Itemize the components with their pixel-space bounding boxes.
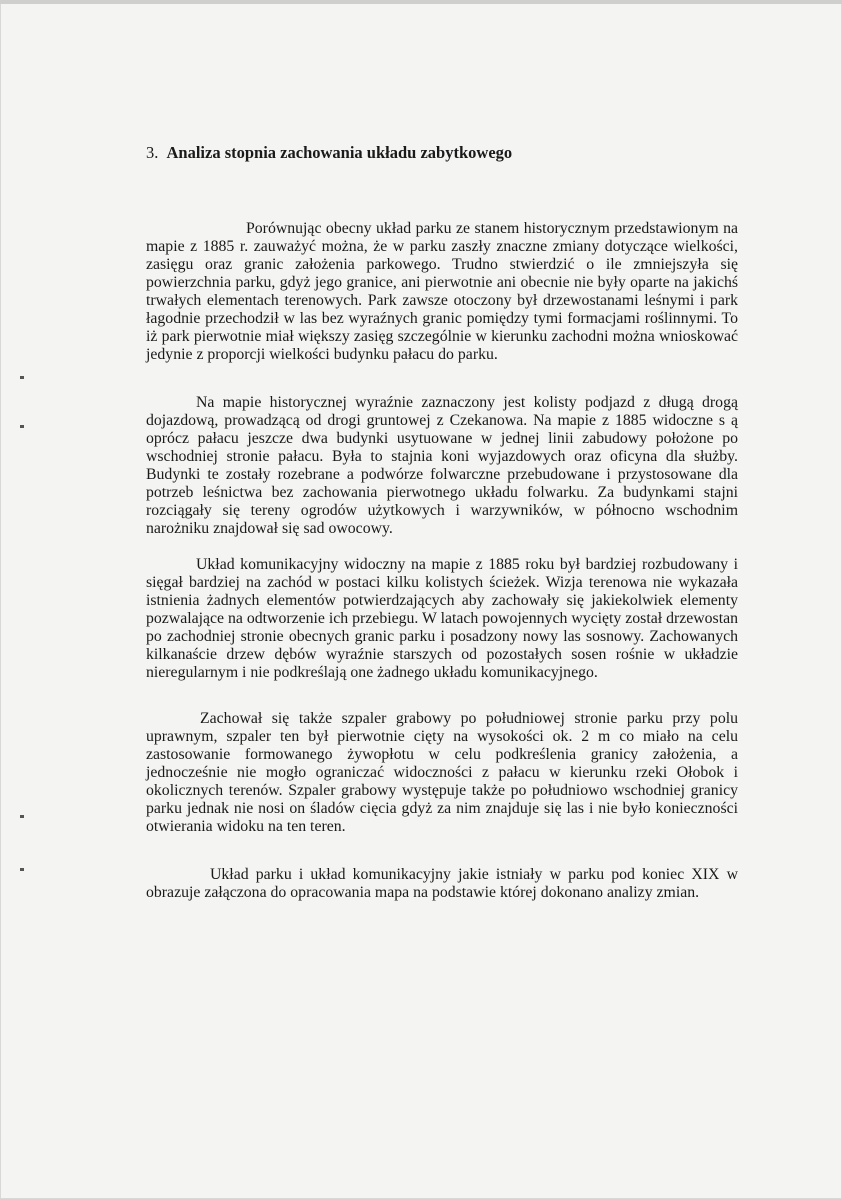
paragraph-1: Porównując obecny układ parku ze stanem historycznym przedstawionym na mapie z 1885 r. zauważyć można, że w parku zaszły znaczne zmiany dotyczące wielkości, zasięgu oraz granic założenia parkowego. Trudno stwierdzić o ile zmniejszyła się powierzchnia parku, gdyż jego granice, ani pierwotnie ani obecnie nie były oparte na jakichś trwałych elementach terenowych. Park zawsze otoczony był drzewostanami leśnymi i park łagodnie przechodził w las bez wyraźnych granic pomiędzy tymi formacjami roślinnymi. To iż park pierwotnie miał większy zasięg szczególnie w kierunku zachodni można wnioskować jedynie z proporcji wielkości budynku pałacu do parku. [146,219,738,364]
binding-hole-mark [20,425,24,428]
section-title: Analiza stopnia zachowania układu zabytkowego [166,143,513,162]
section-number: 3. [146,143,159,162]
paragraph-2: Na mapie historycznej wyraźnie zaznaczony jest kolisty podjazd z długą drogą dojazdową, prowadzącą od drogi gruntowej z Czekanowa. Na mapie z 1885 widoczne s ą oprócz pałacu jeszcze dwa budynki usytuowane w jednej linii zabudowy położone po wschodniej stronie pałacu. Była to stajnia koni wyjazdowych oraz oficyna dla służby. Budynki te zostały rozebrane a podwórze folwarczne przebudowane i przystosowane dla potrzeb leśnictwa bez zachowania pierwotnego układu folwarku. Za budynkami stajni rozciągały się tereny ogrodów użytkowych i warzywników, w północno wschodnim narożniku znajdował się sad owocowy. [146,393,738,538]
paragraph-4: Zachował się także szpaler grabowy po południowej stronie parku przy polu uprawnym, szpaler ten był pierwotnie cięty na wysokości ok. 2 m co miało na celu zastosowanie formowanego żywopłotu w celu podkreślenia granicy założenia, a jednocześnie nie mogło ograniczać widoczności z pałacu w kierunku rzeki Ołobok i okolicznych terenów. Szpaler grabowy występuje także po południowo wschodniej granicy parku jednak nie nosi on śladów cięcia gdyż za nim znajduje się las i nie było konieczności otwierania widoku na ten teren. [146,709,738,836]
binding-hole-mark [20,815,24,818]
binding-hole-mark [20,376,24,379]
binding-hole-mark [20,868,24,871]
section-heading [146,142,512,164]
scan-edge [0,0,842,4]
paragraph-3: Układ komunikacyjny widoczny na mapie z 1885 roku był bardziej rozbudowany i sięgał bardziej na zachód w postaci kilku kolistych ścieżek. Wizja terenowa nie wykazała istnienia żadnych elementów potwierdzających aby zachowały się jakiekolwiek elementy pozwalające na odtworzenie ich przebiegu. W latach powojennych wycięty został drzewostan po zachodniej stronie obecnych granic parku i posadzony nowy las sosnowy. Zachowanych kilkanaście drzew dębów wyraźnie starszych od pozostałych sosen rośnie w układzie nieregularnym i nie podkreślają one żadnego układu komunikacyjnego. [146,555,738,682]
paragraph-5: Układ parku i układ komunikacyjny jakie istniały w parku pod koniec XIX w obrazuje załączona do opracowania mapa na podstawie której dokonano analizy zmian. [146,865,738,901]
